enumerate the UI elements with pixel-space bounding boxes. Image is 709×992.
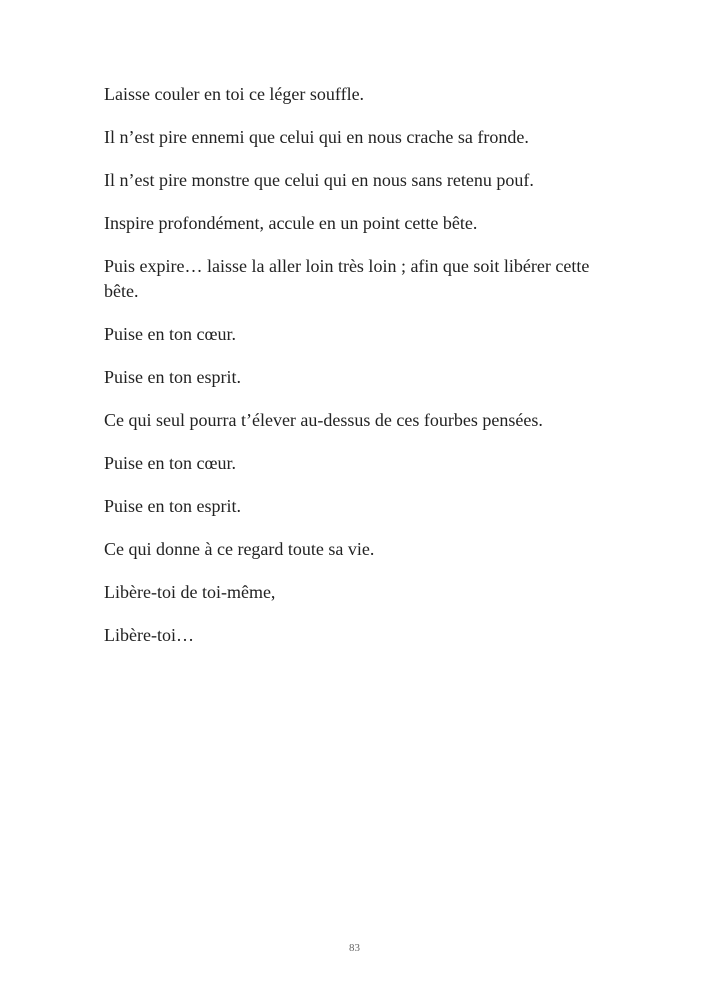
poem-line-4: Inspire profondément, accule en un point cette bête. bbox=[104, 213, 478, 233]
poem-text bbox=[104, 82, 614, 666]
poem-line-1: Laisse couler en toi ce léger souffle. bbox=[104, 84, 365, 104]
poem-line-3: Il n’est pire monstre que celui qui en nous sans retenu pouf. bbox=[104, 170, 534, 190]
poem-line-8: Ce qui seul pourra t’élever au-dessus de ces fourbes pensées. bbox=[104, 410, 543, 430]
poem-line-5: Puis expire… laisse la aller loin très loin ; afin que soit libérer cette bête. bbox=[104, 256, 590, 301]
poem-line-11: Ce qui donne à ce regard toute sa vie. bbox=[104, 539, 375, 559]
poem-line-6: Puise en ton cœur. bbox=[104, 324, 236, 344]
poem-line-7: Puise en ton esprit. bbox=[104, 367, 241, 387]
poem-line-12: Libère-toi de toi-même, bbox=[104, 582, 276, 602]
poem-line-13: Libère-toi… bbox=[104, 625, 194, 645]
poem-line-9: Puise en ton cœur. bbox=[104, 453, 236, 473]
poem-line-2: Il n’est pire ennemi que celui qui en nous crache sa fronde. bbox=[104, 127, 529, 147]
poem-line-10: Puise en ton esprit. bbox=[104, 496, 241, 516]
page-number: 83 bbox=[349, 942, 360, 954]
